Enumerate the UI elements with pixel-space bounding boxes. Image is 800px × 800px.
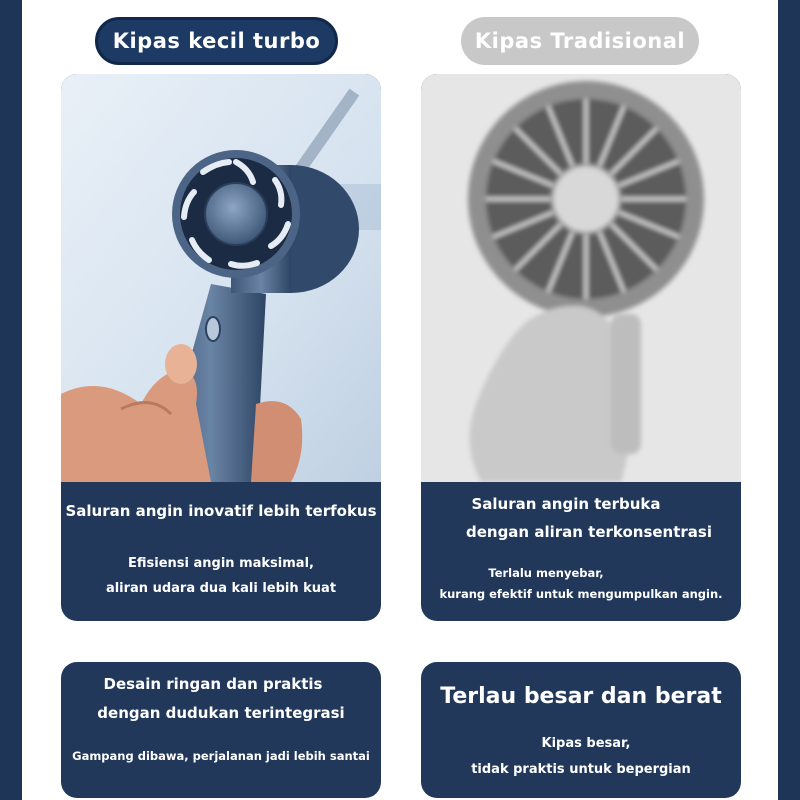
size-desc-line2: tidak praktis untuk bepergian <box>471 762 691 777</box>
portability-heading-line2: dengan dudukan terintegrasi <box>97 704 345 722</box>
size-heading: Terlau besar dan berat <box>440 684 722 709</box>
turbo-desc-line2: aliran udara dua kali lebih kuat <box>105 581 337 596</box>
traditional-desc-line1: Terlalu menyebar, <box>488 566 604 580</box>
traditional-size-card <box>421 662 741 798</box>
traditional-heading-line2: dengan aliran terkonsentrasi <box>465 523 712 541</box>
left-frame-bar <box>0 0 22 800</box>
right-frame-bar <box>778 0 800 800</box>
traditional-fan-card <box>421 74 741 621</box>
turbo-portability-card <box>61 662 381 798</box>
turbo-fan-photo <box>61 74 381 482</box>
traditional-fan-label: Kipas Tradisional <box>461 17 699 65</box>
traditional-fan-photo <box>421 74 741 482</box>
size-desc-line1: Kipas besar, <box>541 736 631 751</box>
traditional-desc-line2: kurang efektif untuk mengumpulkan angin. <box>439 587 723 601</box>
turbo-fan-card <box>61 74 381 621</box>
traditional-fan-illustration <box>421 74 741 482</box>
portability-heading-line1: Desain ringan dan praktis <box>103 675 323 693</box>
turbo-desc-line1: Efisiensi angin maksimal, <box>128 556 314 571</box>
traditional-heading-line1: Saluran angin terbuka <box>471 495 661 513</box>
portability-desc: Gampang dibawa, perjalanan jadi lebih santai <box>72 749 370 763</box>
turbo-fan-label: Kipas kecil turbo <box>95 17 338 65</box>
turbo-fan-illustration <box>61 74 381 482</box>
turbo-heading: Saluran angin inovatif lebih terfokus <box>65 502 377 520</box>
